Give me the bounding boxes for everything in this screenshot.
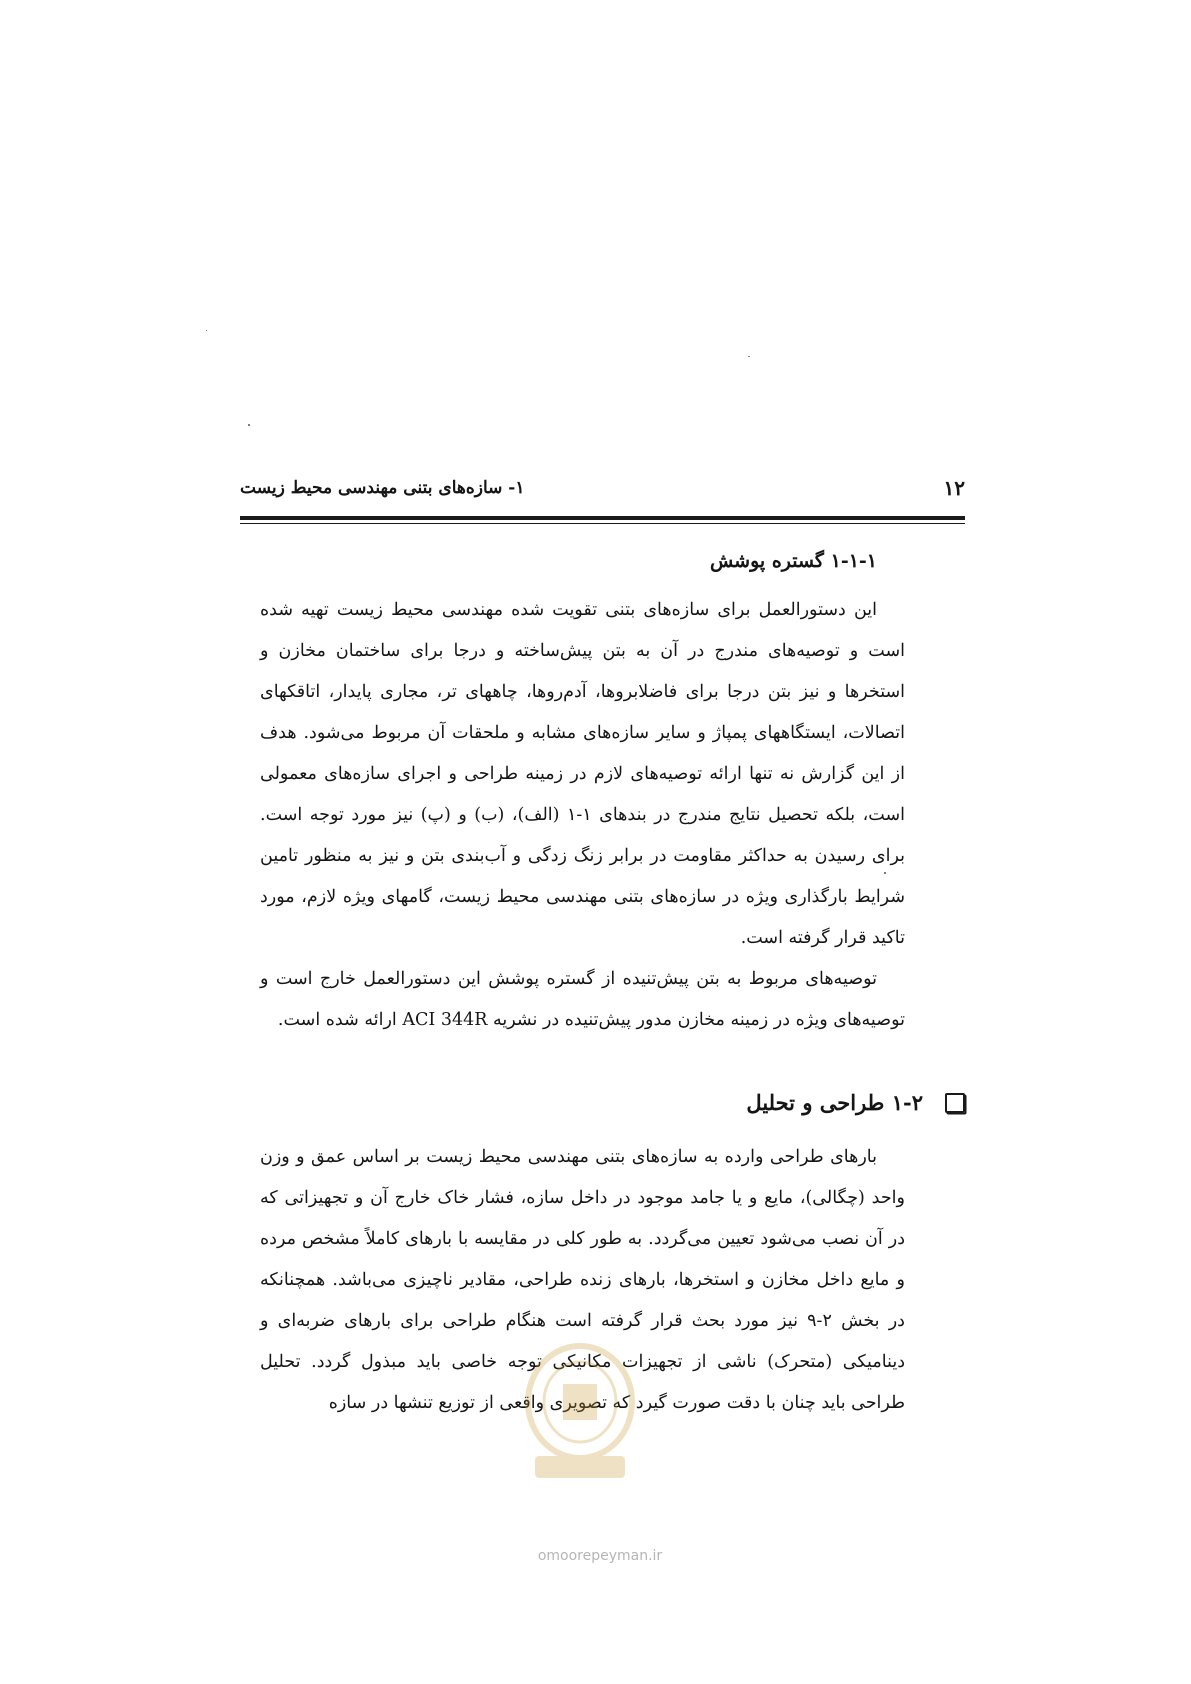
- section-heading: [260, 1081, 965, 1125]
- running-header: [240, 472, 965, 504]
- subsection-heading: ۱-۱-۱ گستره پوشش: [709, 550, 877, 572]
- page-body: [260, 540, 923, 1424]
- watermark-url: omoorepeyman.ir: [537, 1548, 663, 1564]
- paragraph: این دستورالعمل برای سازه‌های بتنی تقویت شده مهندسی محیط زیست تهیه شده است و توصیه‌های مندرج در آن به بتن پیش‌ساخته و درجا برای ساختمان مخازن و استخرها و نیز بتن درجا برای فاضلابروها، آدم‌روها، چاههای تر، مجاری پایدار، اتاقکهای اتصالات، ایستگاههای پمپاژ و سایر سازه‌های مشابه و ملحقات آن مربوط می‌شود. هدف از این گزارش نه تنها ارائه توصیه‌های لازم در زمینه طراحی و اجرای سازه‌های معمولی است، بلکه تحصیل نتایج مندرج در بندهای ۱-۱ (الف)، (ب) و (پ) نیز مورد توجه است. برای رسیدن به حداکثر مقاومت در برابر زنگ زدگی و آب‌بندی بتن و نیز به منظور تامین شرایط بارگذاری ویژه در سازه‌های بتنی مهندسی محیط زیست، گامهای ویژه لازم، مورد تاکید قرار گرفته است.: [260, 600, 905, 948]
- scan-speck: [248, 424, 250, 426]
- page-number: ۱۲: [943, 476, 965, 500]
- paragraph: توصیه‌های مربوط به بتن پیش‌تنیده از گستره پوشش این دستورالعمل خارج است و توصیه‌های ویژه در زمینه مخازن مدور پیش‌تنیده در نشریه ACI 344R ارائه شده است.: [260, 969, 905, 1030]
- paragraph: بارهای طراحی وارده به سازه‌های بتنی مهندسی محیط زیست بر اساس عمق و وزن واحد (چگالی)، مایع و یا جامد موجود در داخل سازه، فشار خاک خارج آن و تجهیزاتی که در آن نصب می‌شود تعیین می‌گردد. به طور کلی در مقایسه با بارهای کاملاً مشخص مرده و مایع داخل مخازن و استخرها، بارهای زنده طراحی، مقادیر ناچیزی می‌باشد. همچنانکه در بخش ۲-۹ نیز مورد بحث قرار گرفته است هنگام طراحی برای بارهای ضربه‌ای و دینامیکی (متحرک) ناشی از تجهیزات مکانیکی توجه خاصی باید مبذول گردد. تحلیل طراحی باید چنان با دقت صورت گیرد که تصویری واقعی از توزیع تنشها در سازه: [260, 1147, 905, 1413]
- square-bullet-icon: [945, 1093, 965, 1113]
- section-gap: [260, 1041, 905, 1081]
- header-title: ۱- سازه‌های بتنی مهندسی محیط زیست: [240, 478, 525, 498]
- section-heading-text: ۱-۲ طراحی و تحلیل: [746, 1090, 923, 1115]
- header-rule-thick: [240, 516, 965, 520]
- header-rule-thin: [240, 523, 965, 524]
- scan-speck: [748, 356, 750, 357]
- scan-speck: [206, 330, 207, 331]
